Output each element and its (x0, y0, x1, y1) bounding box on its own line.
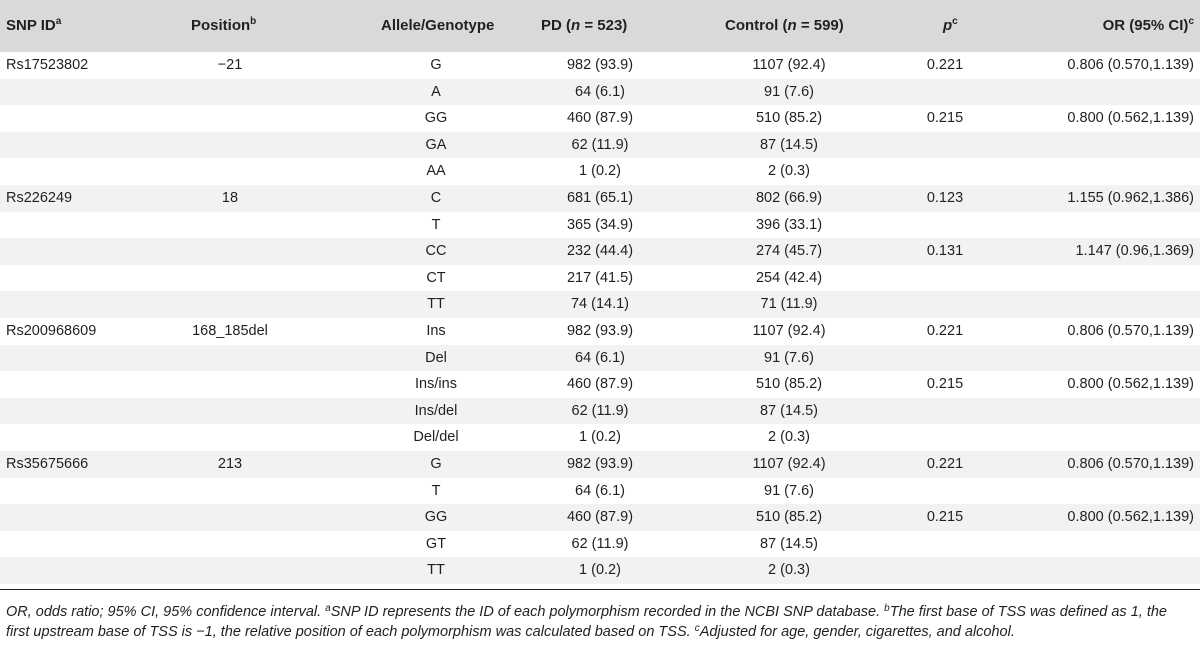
control-count-cell: 71 (11.9) (760, 296, 818, 313)
control-count-cell: 396 (33.1) (755, 216, 823, 233)
header-control: Control (n = 599) (725, 17, 844, 34)
control-count-cell: 1107 (92.4) (752, 323, 826, 339)
position-cell: 168_185del (192, 323, 268, 339)
position-cell (150, 424, 310, 451)
pd-count-cell: 681 (65.1) (566, 190, 634, 206)
table-row (0, 318, 1200, 345)
control-count-cell: 2 (0.3) (768, 562, 810, 579)
allele-genotype-cell: AA (426, 163, 446, 180)
position-cell (150, 265, 310, 292)
table-row (0, 265, 1200, 292)
allele-genotype-cell: GG (424, 110, 448, 127)
pd-count-cell: 1 (0.2) (579, 429, 621, 446)
table-row (0, 132, 1200, 159)
p-value-cell: 0.221 (926, 57, 964, 73)
header-pd: PD (n = 523) (541, 17, 628, 34)
p-value-cell: 0.131 (926, 243, 964, 260)
table-row (0, 158, 1200, 185)
position-cell (150, 398, 310, 425)
allele-genotype-cell: Ins (426, 323, 446, 339)
control-count-cell: 802 (66.9) (755, 190, 823, 206)
table-row (0, 238, 1200, 265)
footnote-c-text: Adjusted for age, gender, cigarettes, and alcohol. (699, 623, 1015, 640)
position-cell (150, 132, 310, 159)
table-row (0, 105, 1200, 132)
pd-count-cell: 217 (41.5) (566, 269, 634, 286)
allele-genotype-cell: A (431, 83, 441, 100)
p-value-cell (890, 158, 1000, 185)
pd-count-cell: 1 (0.2) (579, 163, 621, 180)
control-count-cell: 1107 (92.4) (752, 57, 826, 73)
position-cell (150, 557, 310, 584)
footnote-b-text: The first base of TSS was defined as 1, the first upstream base of TSS is −1, the relative position of each polymorphism was calculated based on TSS. (6, 604, 1167, 640)
pd-count-cell: 64 (6.1) (575, 83, 625, 100)
p-value-cell (890, 478, 1000, 505)
table-row (0, 291, 1200, 318)
odds-ratio-cell: 1.147 (0.96,1.369) (1075, 243, 1194, 260)
pd-count-cell: 365 (34.9) (566, 216, 634, 233)
allele-genotype-cell: Del (425, 349, 447, 366)
allele-genotype-cell: Del/del (413, 429, 459, 446)
pd-count-cell: 64 (6.1) (575, 482, 625, 499)
snp-id-cell: Rs35675666 (6, 456, 89, 472)
table-row (0, 345, 1200, 372)
p-value-cell (890, 398, 1000, 425)
position-cell (150, 371, 310, 398)
position-cell (150, 105, 310, 132)
control-count-cell: 254 (42.4) (755, 269, 823, 286)
p-value-cell: 0.215 (926, 110, 964, 127)
p-value-cell (890, 424, 1000, 451)
p-value-cell (890, 557, 1000, 584)
odds-ratio-cell: 0.800 (0.562,1.139) (1067, 509, 1194, 526)
allele-genotype-cell: G (430, 456, 442, 472)
allele-genotype-cell: T (431, 482, 441, 499)
table-header (0, 0, 1200, 52)
pd-count-cell: 62 (11.9) (571, 402, 629, 419)
p-value-cell: 0.215 (926, 376, 964, 393)
p-value-cell (890, 531, 1000, 558)
control-count-cell: 2 (0.3) (768, 163, 810, 180)
allele-genotype-cell: GT (425, 535, 447, 552)
control-count-cell: 2 (0.3) (768, 429, 810, 446)
footnote-abbreviations: OR, odds ratio; 95% CI, 95% confidence interval. (6, 604, 326, 620)
p-value-cell (890, 212, 1000, 239)
position-cell (150, 478, 310, 505)
pd-count-cell: 460 (87.9) (566, 110, 634, 127)
header-snp-id: SNP $ID^a$ (6, 16, 62, 34)
allele-genotype-cell: CC (425, 243, 447, 260)
table-bottom-rule (0, 589, 1200, 590)
table-body (0, 52, 1200, 589)
snp-id-cell: Rs200968609 (6, 323, 97, 339)
pd-count-cell: 982 (93.9) (566, 57, 634, 73)
position-cell (150, 158, 310, 185)
p-value-cell (890, 132, 1000, 159)
snp-id-cell: Rs226249 (6, 190, 73, 206)
table-row (0, 478, 1200, 505)
header-odds-ratio: OR (95% CI)$^c$ (1102, 16, 1194, 34)
table-row (0, 398, 1200, 425)
table-row (0, 52, 1200, 79)
p-value-cell: 0.215 (926, 509, 964, 526)
table-row (0, 79, 1200, 106)
allele-genotype-cell: GA (425, 136, 447, 153)
control-count-cell: 510 (85.2) (755, 376, 823, 393)
allele-genotype-cell: CT (426, 269, 446, 286)
control-count-cell: 91 (7.6) (764, 482, 814, 499)
table-footnote (6, 603, 1194, 642)
p-value-cell: 0.221 (926, 323, 964, 339)
position-cell (150, 345, 310, 372)
allele-genotype-cell: TT (427, 562, 445, 579)
pd-count-cell: 62 (11.9) (571, 535, 629, 552)
table-row (0, 557, 1200, 584)
allele-genotype-cell: C (430, 190, 442, 206)
p-value-cell (890, 79, 1000, 106)
position-cell: 213 (217, 456, 243, 472)
allele-genotype-cell: G (430, 57, 442, 73)
table-row (0, 371, 1200, 398)
footnote-a-text: SNP ID represents the ID of each polymorphism recorded in the NCBI SNP database. (330, 604, 885, 620)
pd-count-cell: 62 (11.9) (571, 136, 629, 153)
position-cell (150, 79, 310, 106)
footnote-mark-c: c (694, 622, 700, 634)
odds-ratio-cell: 0.806 (0.570,1.139) (1067, 323, 1194, 339)
odds-ratio-cell: 0.806 (0.570,1.139) (1067, 456, 1194, 472)
table-row (0, 185, 1200, 212)
control-count-cell: 510 (85.2) (755, 110, 823, 127)
table-row (0, 504, 1200, 531)
pd-count-cell: 64 (6.1) (575, 349, 625, 366)
odds-ratio-cell: 0.800 (0.562,1.139) (1067, 110, 1194, 127)
control-count-cell: 91 (7.6) (764, 83, 814, 100)
footnote-mark-b: b (884, 603, 890, 614)
p-value-cell: 0.123 (926, 190, 964, 206)
odds-ratio-cell: 0.806 (0.570,1.139) (1067, 57, 1194, 73)
header-allele-genotype: Allele/Genotype (381, 17, 495, 34)
position-cell: 18 (221, 190, 239, 206)
header-position: Position$^b$ (191, 16, 257, 34)
control-count-cell: 87 (14.5) (759, 136, 819, 153)
control-count-cell: 91 (7.6) (764, 349, 814, 366)
table-row (0, 424, 1200, 451)
p-value-cell: 0.221 (926, 456, 964, 472)
p-value-cell (890, 265, 1000, 292)
allele-genotype-cell: TT (427, 296, 445, 313)
odds-ratio-cell: 0.800 (0.562,1.139) (1067, 376, 1194, 393)
position-cell: −21 (217, 57, 243, 73)
control-count-cell: 87 (14.5) (759, 535, 819, 552)
control-count-cell: 1107 (92.4) (752, 456, 826, 472)
pd-count-cell: 74 (14.1) (570, 296, 630, 313)
position-cell (150, 291, 310, 318)
allele-genotype-cell: T (431, 216, 441, 233)
table-row (0, 451, 1200, 478)
allele-genotype-cell: Ins/del (414, 402, 458, 419)
control-count-cell: 510 (85.2) (755, 509, 823, 526)
header-p-value: $p^c$ (943, 16, 958, 34)
table-row (0, 212, 1200, 239)
allele-genotype-cell: GG (424, 509, 448, 526)
position-cell (150, 531, 310, 558)
pd-count-cell: 982 (93.9) (566, 456, 634, 472)
pd-count-cell: 460 (87.9) (566, 509, 634, 526)
control-count-cell: 274 (45.7) (755, 243, 823, 260)
table-row (0, 531, 1200, 558)
footnote-mark-a: a (325, 603, 331, 614)
position-cell (150, 504, 310, 531)
p-value-cell (890, 291, 1000, 318)
odds-ratio-cell: 1.155 (0.962,1.386) (1067, 190, 1194, 206)
position-cell (150, 212, 310, 239)
pd-count-cell: 982 (93.9) (566, 323, 634, 339)
pd-count-cell: 460 (87.9) (566, 376, 634, 393)
control-count-cell: 87 (14.5) (759, 402, 819, 419)
pd-count-cell: 232 (44.4) (566, 243, 634, 260)
p-value-cell (890, 345, 1000, 372)
allele-genotype-cell: Ins/ins (415, 376, 457, 393)
position-cell (150, 238, 310, 265)
pd-count-cell: 1 (0.2) (579, 562, 621, 579)
snp-id-cell: Rs17523802 (6, 57, 89, 73)
